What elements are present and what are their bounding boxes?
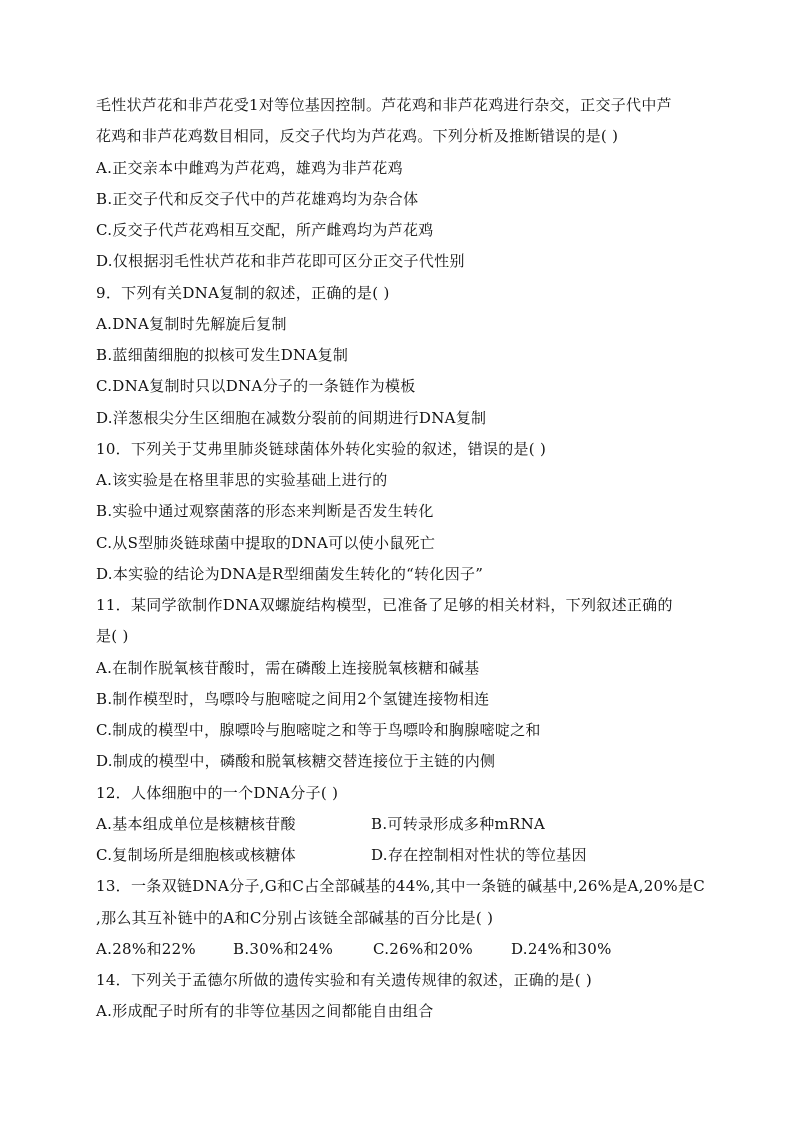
option-a: A.在制作脱氧核苷酸时，需在磷酸上连接脱氧核糖和碱基	[96, 658, 480, 677]
question-11	[96, 590, 706, 778]
question-14	[96, 965, 706, 1028]
option-d: D.洋葱根尖分生区细胞在减数分裂前的间期进行DNA复制	[96, 408, 487, 427]
option-a: A.28%和22%	[96, 939, 196, 958]
question-stem: 14．下列关于孟德尔所做的遗传实验和有关遗传规律的叙述，正确的是( )	[96, 971, 593, 989]
question-stem: 9．下列有关DNA复制的叙述，正确的是( )	[96, 283, 390, 302]
option-c: C.26%和20%	[373, 939, 474, 958]
option-c: C.制成的模型中，腺嘌呤与胞嘧啶之和等于鸟嘌呤和胸腺嘧啶之和	[96, 721, 541, 739]
option-d: D.本实验的结论为DNA是R型细菌发生转化的“转化因子”	[96, 564, 484, 583]
question-stem: 12．人体细胞中的一个DNA分子( )	[96, 783, 339, 802]
option-b: B.蓝细菌细胞的拟核可发生DNA复制	[96, 346, 349, 364]
option-row	[96, 840, 706, 871]
option-b: B.正交子代和反交子代中的芦花雄鸡均为杂合体	[96, 189, 419, 208]
option-row	[96, 934, 706, 965]
question-stem: 10．下列关于艾弗里肺炎链球菌体外转化实验的叙述，错误的是( )	[96, 439, 547, 458]
question-stem-line: ,那么其互补链中的A和C分别占该链全部碱基的百分比是( )	[96, 908, 494, 927]
option-c: C.从S型肺炎链球菌中提取的DNA可以使小鼠死亡	[96, 533, 436, 552]
option-d: D.24%和30%	[511, 939, 612, 958]
question-stem-line: 11．某同学欲制作DNA双螺旋结构模型，已准备了足够的相关材料，下列叙述正确的	[96, 596, 673, 614]
question-stem-line: 花鸡和非芦花鸡数目相同，反交子代均为芦花鸡。下列分析及推断错误的是( )	[96, 127, 619, 146]
option-d: D.制成的模型中，磷酸和脱氧核糖交替连接位于主链的内侧	[96, 752, 496, 771]
option-a: A.形成配子时所有的非等位基因之间都能自由组合	[96, 1002, 434, 1021]
option-c: C.反交子代芦花鸡相互交配，所产雌鸡均为芦花鸡	[96, 221, 434, 239]
question-stem-line: 是( )	[96, 627, 129, 646]
option-c: C.复制场所是细胞核或核糖体	[96, 846, 296, 864]
option-a: A.该实验是在格里菲思的实验基础上进行的	[96, 471, 388, 489]
option-d: D.存在控制相对性状的等位基因	[371, 846, 587, 864]
question-8-continued	[96, 90, 706, 278]
question-13	[96, 871, 706, 965]
question-10	[96, 434, 706, 590]
option-b: B.30%和24%	[233, 939, 334, 958]
option-b: B.可转录形成多种mRNA	[371, 814, 546, 833]
option-d: D.仅根据羽毛性状芦花和非芦花即可区分正交子代性别	[96, 252, 465, 271]
option-a: A.正交亲本中雌鸡为芦花鸡，雄鸡为非芦花鸡	[96, 158, 403, 177]
question-9	[96, 278, 706, 434]
question-stem-line: 13．一条双链DNA分子,G和C占全部碱基的44%,其中一条链的碱基中,26%是A,20%是C	[96, 877, 706, 896]
option-row	[96, 809, 706, 840]
option-a: A.基本组成单位是核糖核苷酸	[96, 814, 296, 833]
option-b: B.制作模型时，鸟嘌呤与胞嘧啶之间用2个氢键连接物相连	[96, 689, 490, 708]
option-a: A.DNA复制时先解旋后复制	[96, 314, 287, 333]
option-c: C.DNA复制时只以DNA分子的一条链作为模板	[96, 377, 416, 396]
option-b: B.实验中通过观察菌落的形态来判断是否发生转化	[96, 502, 434, 521]
question-stem-line: 毛性状芦花和非芦花受1对等位基因控制。芦花鸡和非芦花鸡进行杂交，正交子代中芦	[96, 96, 672, 114]
question-12	[96, 778, 706, 872]
exam-page	[96, 90, 706, 1028]
